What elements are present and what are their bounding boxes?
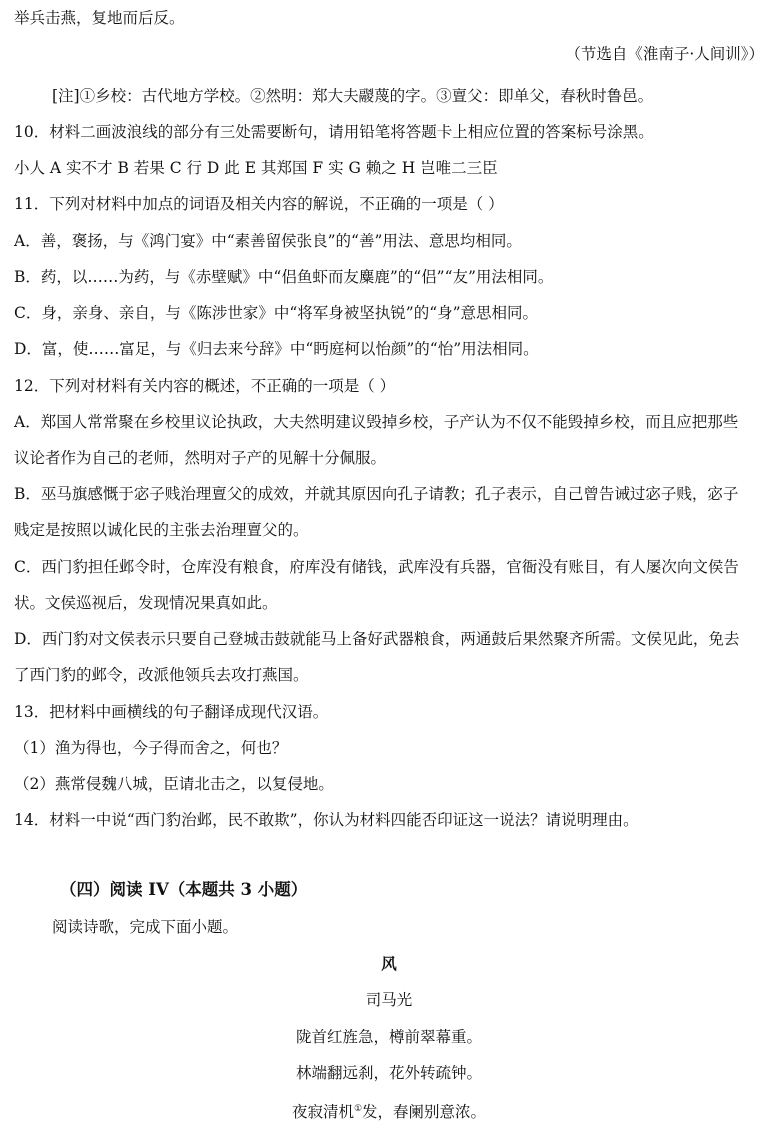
question-12-option-c-line2: 状。文侯巡视后，发现情况果真如此。 (14, 594, 278, 612)
question-10-options: 小人 A 实不才 B 若果 C 行 D 此 E 其郑国 F 实 G 赖之 H 岂唯二三臣 (14, 159, 498, 177)
question-12-option-d-line2: 了西门豹的邺令，改派他领兵去攻打燕国。 (14, 666, 309, 684)
question-12: 12．下列对材料有关内容的概述，不正确的一项是（ ） (14, 377, 396, 395)
question-12-option-c-line1: C．西门豹担任邺令时，仓库没有粮食，府库没有储钱，武库没有兵器，官衙没有账目，有人屡次向文侯告 (14, 558, 739, 576)
question-12-option-b-line1: B．巫马旗感慨于宓子贱治理亶父的成效，并就其原因向孔子请教；孔子表示，自己曾告诫过宓子贱，宓子 (14, 485, 739, 503)
question-13-item-1: （1）渔为得也，今子得而舍之，何也？ (14, 739, 288, 757)
question-13: 13．把材料中画横线的句子翻译成现代汉语。 (14, 703, 329, 721)
question-11-option-c: C．身，亲身、亲自，与《陈涉世家》中“将军身被坚执锐”的“身”意思相同。 (14, 304, 539, 322)
question-12-option-b-line2: 贱定是按照以诚化民的主张去治理亶父的。 (14, 521, 309, 539)
poem-line-3 (0, 1099, 778, 1122)
poem-line-3-part2: 发，春阑别意浓。 (362, 1103, 487, 1122)
poem-author: 司马光 (365, 991, 413, 1009)
poem-line-2: 林端翻远刹，花外转疏钟。 (295, 1064, 482, 1082)
question-13-item-2: （2）燕常侵魏八城，臣请北击之，以复侵地。 (14, 775, 334, 793)
question-10: 10．材料二画波浪线的部分有三处需要断句，请用铅笔将答题卡上相应位置的答案标号涂黑。 (14, 123, 654, 141)
section-heading: （四）阅读 IV（本题共 3 小题） (60, 880, 308, 899)
question-11-option-d: D．富，使……富足，与《归去来兮辞》中“眄庭柯以怡颜”的“怡”用法相同。 (14, 340, 539, 358)
poem-line-1: 陇首红旌急，樽前翠幕重。 (295, 1028, 482, 1046)
poem-line-3-part1: 夜寂清机 (291, 1103, 354, 1122)
poem-footnote-marker: ① (353, 1104, 363, 1114)
passage-last-line: 举兵击燕，复地而后反。 (14, 9, 185, 27)
question-12-option-a-line2: 议论者作为自己的老师，然明对子产的见解十分佩服。 (14, 449, 387, 467)
question-11-option-b: B．药，以……为药，与《赤壁赋》中“侣鱼虾而友麋鹿”的“侣”“友”用法相同。 (14, 268, 554, 286)
source-citation: （节选自《淮南子·人间训》） (565, 45, 764, 63)
question-11: 11．下列对材料中加点的词语及相关内容的解说，不正确的一项是（ ） (14, 195, 504, 213)
annotation-note: [注]①乡校：古代地方学校。②然明：郑大夫鬷蔑的字。③亶父：即单父，春秋时鲁邑。 (52, 87, 654, 105)
question-11-option-a: A．善，褒扬，与《鸿门宴》中“素善留侯张良”的“善”用法、意思均相同。 (14, 232, 522, 250)
section-instruction: 阅读诗歌，完成下面小题。 (52, 918, 239, 936)
question-12-option-d-line1: D．西门豹对文侯表示只要自己登城击鼓就能马上备好武器粮食，两通鼓后果然聚齐所需。文侯见此，免去 (14, 630, 740, 648)
question-14: 14．材料一中说“西门豹治邺，民不敢欺”，你认为材料四能否印证这一说法？请说明理由。 (14, 811, 639, 829)
poem-title: 风 (381, 954, 397, 973)
question-12-option-a-line1: A．郑国人常常聚在乡校里议论执政，大夫然明建议毁掉乡校，子产认为不仅不能毁掉乡校，而且应把那些 (14, 413, 739, 431)
